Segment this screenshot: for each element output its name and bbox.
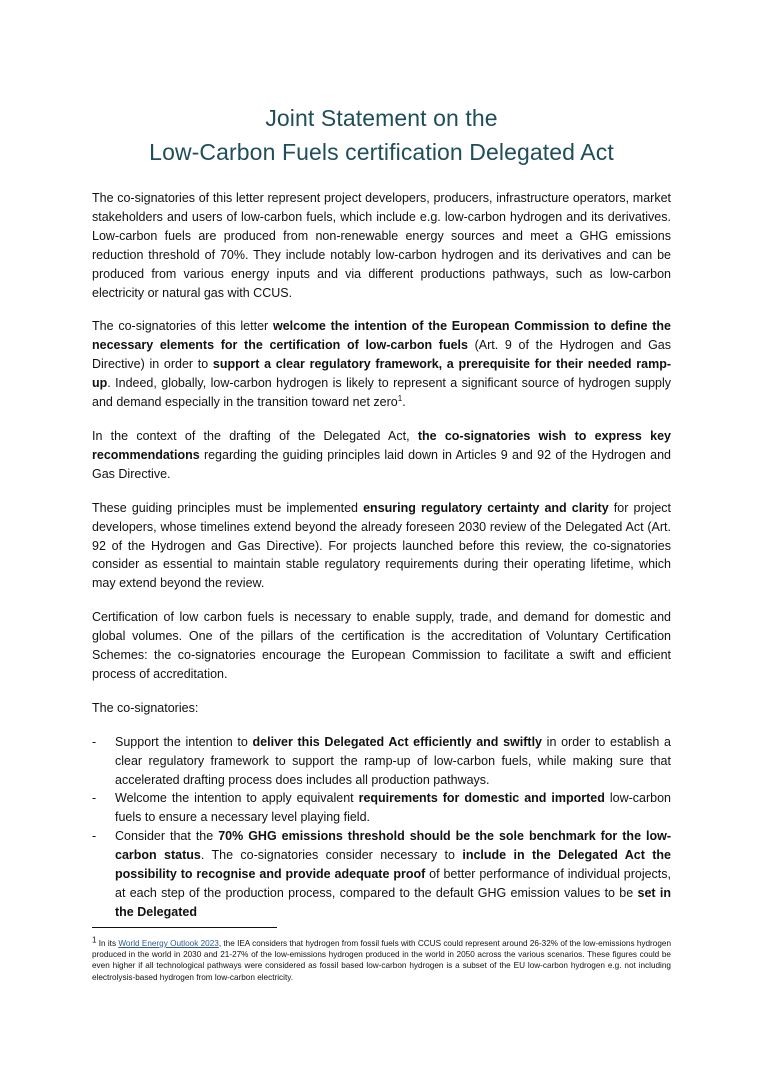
paragraph-2-text-2: (Art. 9 of the Hydrogen and Gas Directive) in order to	[92, 338, 672, 372]
footnote-link[interactable]: World Energy Outlook 2023	[118, 939, 219, 948]
footnote-text-1: In its	[96, 939, 119, 948]
paragraph-2-bold-1: welcome the intention of the European Commission to define the necessary elements for the certification of low-carbon fuels	[92, 319, 671, 353]
footnote-text-2: , the IEA considers that hydrogen from fossil fuels with CCUS could represent around 26-32% of the low-emissions hydrogen produced in the world in 2030 and 21-27% of the low-emissions hydrogen produced in the world in 2050 across the various scenarios. These figures could be even higher if all technological pathways were considered as fossil based low-carbon hydrogen is a subset of the EU low-carbon hydrogen e.g. not including electrolysis-based hydrogen from low-carbon electricity.	[92, 939, 671, 982]
bullet-dash: -	[92, 734, 97, 749]
list-item	[92, 733, 671, 790]
footnote	[92, 935, 671, 983]
bullet-dash: -	[92, 829, 97, 844]
paragraph-2-text-4: .	[402, 395, 406, 410]
document-title	[0, 101, 763, 169]
footnote-reference[interactable]: 1	[397, 393, 403, 403]
footnote-number: 1	[92, 935, 97, 945]
bullet-1-text-1: Support the intention to	[115, 734, 253, 749]
bullet-1-bold-1: deliver this Delegated Act efficiently and swiftly	[252, 734, 542, 749]
bullet-2-text-1: Welcome the intention to apply equivalent	[115, 791, 359, 806]
paragraph-3-bold-1: the co-signatories wish to express key recommendations	[92, 428, 672, 462]
bullet-3-text-2: . The co-signatories consider necessary to	[200, 848, 463, 863]
bullet-3-bold-2: include in the Delegated Act the possibility to recognise and provide adequate proof	[115, 848, 671, 882]
bullet-3-text-1: Consider that the	[115, 829, 219, 844]
paragraph-2-text-3: . Indeed, globally, low-carbon hydrogen is likely to represent a significant source of hydrogen supply and demand especially in the transition toward net zero	[92, 376, 671, 410]
footnote-separator	[92, 927, 277, 928]
bullet-3-text-3: of better performance of individual projects, at each step of the production process, compared to the default GHG emission values to be	[115, 867, 671, 900]
list-item	[92, 827, 671, 922]
bullet-3-bold-3: set in the Delegated	[115, 886, 671, 919]
paragraph-2-text-1: The co-signatories of this letter	[92, 319, 273, 334]
paragraph-3-text-2: regarding the guiding principles laid down in Articles 9 and 92 of the Hydrogen and Gas Directive.	[92, 447, 671, 481]
bullet-3-bold-1: 70% GHG emissions threshold should be the sole benchmark for the low-carbon status	[115, 829, 671, 863]
paragraph-3-text-1: In the context of the drafting of the Delegated Act,	[92, 428, 418, 443]
bullet-1-text-2: in order to establish a clear regulatory framework to support the ramp-up of low-carbon fuels, while making sure that accelerated drafting process does includes all production pathways.	[115, 734, 671, 787]
title-line-1: Joint Statement on the	[265, 105, 498, 131]
bullet-dash: -	[92, 791, 97, 806]
paragraph-4	[92, 499, 671, 594]
recommendations-list	[92, 733, 671, 922]
list-intro: The co-signatories:	[92, 700, 199, 715]
paragraph-4-text-2: for project developers, whose timelines extend beyond the already foreseen 2030 review of the Delegated Act (Art. 92 of the Hydrogen and Gas Directive). For projects launched before this review, the co-signatories consider as essential to maintain stable regulatory requirements during their operating lifetime, which may extend beyond the review.	[92, 500, 671, 591]
paragraph-5: Certification of low carbon fuels is necessary to enable supply, trade, and demand for domestic and global volumes. One of the pillars of the certification is the accreditation of Voluntary Certification Schemes: the co-signatories encourage the European Commission to facilitate a swift and efficient process of accreditation.	[92, 610, 671, 681]
bullet-2-bold-1: requirements for domestic and imported	[358, 791, 605, 806]
title-line-2: Low-Carbon Fuels certification Delegated Act	[149, 139, 614, 165]
paragraph-4-text-1: These guiding principles must be implemented	[92, 500, 364, 515]
list-item	[92, 789, 671, 827]
paragraph-3	[92, 427, 671, 484]
paragraph-2-bold-2: support a clear regulatory framework, a prerequisite for their needed ramp-up	[92, 357, 671, 391]
paragraph-1: The co-signatories of this letter represent project developers, producers, infrastructure operators, market stakeholders and users of low-carbon fuels, which include e.g. low-carbon hydrogen and its derivatives. Low-carbon fuels are produced from non-renewable energy sources and meet a GHG emissions reduction threshold of 70%. They include notably low-carbon hydrogen and its derivatives and can be produced from various energy inputs and via different productions pathways, such as low-carbon electricity or natural gas with CCUS.	[92, 191, 671, 300]
paragraph-2	[92, 317, 671, 412]
document-body	[92, 189, 671, 922]
bullet-2-text-2: low-carbon fuels to ensure a necessary level playing field.	[115, 791, 671, 825]
paragraph-4-bold-1: ensuring regulatory certainty and clarity	[363, 500, 609, 515]
